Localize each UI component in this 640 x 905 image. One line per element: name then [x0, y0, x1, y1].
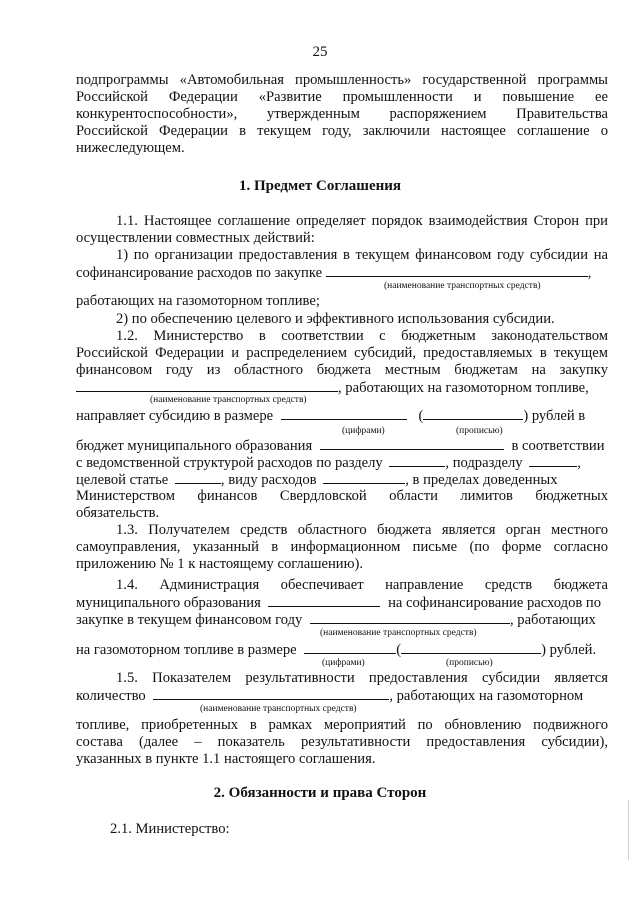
amount-digits-blank-2[interactable] — [304, 641, 396, 654]
p15-line-3: топливе, приобретенных в рамках мероприятий по обновлению подвижного — [76, 717, 608, 733]
vehicles-blank-4[interactable] — [153, 687, 389, 700]
p14-rubles: ) рублей. — [541, 642, 597, 658]
vehicles-blank-2[interactable] — [76, 379, 338, 392]
item-1-text: софинансирование расходов по закупке — [76, 265, 323, 281]
p14-amount-label: на газомоторном топливе в размере — [76, 642, 297, 658]
p14-cofinancing: на софинансирование расходов по — [388, 595, 602, 611]
caption-digits-2: (цифрами) — [322, 658, 365, 668]
p12-line-3: финансовом году из областного бюджета местным бюджетам на закупку — [76, 362, 608, 378]
caption-vehicles-3: (наименование транспортных средств) — [320, 628, 477, 638]
caption-vehicles-1: (наименование транспортных средств) — [384, 281, 541, 291]
p15-line-5: указанных в пункте 1.1 настоящего соглашения. — [76, 751, 376, 767]
p12-amount-label: направляет субсидию в размере — [76, 408, 274, 424]
intro-line-1: подпрограммы «Автомобильная промышленность» государственной программы — [76, 72, 608, 88]
p15-count-label: количество — [76, 688, 146, 704]
item-1-line-1: 1) по организации предоставления в текущем финансовом году субсидии на — [116, 247, 608, 263]
expense-type-blank[interactable] — [323, 471, 405, 484]
amount-words-blank-1[interactable] — [423, 407, 523, 420]
intro-line-3: конкурентоспособности», утвержденным распоряжением Правительства — [76, 106, 608, 122]
p12-according: в соответствии — [511, 438, 605, 454]
article-blank[interactable] — [175, 471, 221, 484]
municipality-blank-1[interactable] — [320, 437, 504, 450]
caption-digits-1: (цифрами) — [342, 426, 385, 436]
vehicles-blank-1[interactable] — [326, 264, 588, 277]
amount-words-blank-2[interactable] — [401, 641, 541, 654]
item-1-comma: , — [587, 265, 592, 281]
municipality-blank-2[interactable] — [268, 594, 380, 607]
p12-article-label: целевой статье — [76, 472, 169, 488]
caption-words-1: (прописью) — [456, 426, 503, 436]
p12-limits: , в пределах доведенных — [405, 472, 558, 488]
intro-line-4: Российской Федерации в текущем году, заключили настоящее соглашение о — [76, 123, 608, 139]
p12-line-9: Министерством финансов Свердловской области лимитов бюджетных — [76, 488, 608, 504]
item-1-line-3: работающих на газомоторном топливе; — [76, 293, 320, 309]
amount-digits-blank-1[interactable] — [281, 407, 407, 420]
p12-section-label: с ведомственной структурой расходов по разделу — [76, 455, 383, 471]
section-1-heading: 1. Предмет Соглашения — [238, 178, 402, 194]
p12-paren-close: ) рублей в — [523, 408, 586, 424]
p14-line-2 — [76, 594, 601, 612]
p12-line-7 — [76, 454, 581, 472]
p13-line-3: приложению № 1 к настоящему соглашению). — [76, 556, 364, 572]
p12-line-4-text: , работающих на газомоторном топливе, — [338, 380, 589, 396]
section-2-heading: 2. Обязанности и права Сторон — [213, 785, 427, 801]
item-1-line-2 — [76, 264, 591, 282]
p13-line-2: самоуправления, указанный в информационном письме (по форме согласно — [76, 539, 608, 555]
p12-paren-open: ( — [418, 408, 424, 424]
p12-line-6 — [76, 437, 605, 455]
caption-words-2: (прописью) — [446, 658, 493, 668]
p13-line-1: 1.3. Получателем средств областного бюджета является орган местного — [116, 522, 608, 538]
p14-line-4 — [76, 641, 596, 659]
scan-edge-mark — [628, 800, 629, 860]
p12-line-10: обязательств. — [76, 505, 160, 521]
p11-line-2: осуществлении совместных действий: — [76, 230, 315, 246]
p14-purchase-label: закупке в текущем финансовом году — [76, 612, 303, 628]
intro-line-2: Российской Федерации «Развитие промышленности и повышение ее — [76, 89, 608, 105]
p12-subsection-label: , подразделу — [445, 455, 523, 471]
p12-line-1: 1.2. Министерство в соответствии с бюджетным законодательством — [116, 328, 608, 344]
p14-line-1: 1.4. Администрация обеспечивает направление средств бюджета — [116, 577, 608, 593]
p21-line: 2.1. Министерство: — [110, 821, 230, 837]
p11-line-1: 1.1. Настоящее соглашение определяет порядок взаимодействия Сторон при — [116, 213, 608, 229]
p12-comma: , — [577, 455, 581, 471]
vehicles-blank-3[interactable] — [310, 611, 510, 624]
p12-budget-label: бюджет муниципального образования — [76, 438, 313, 454]
caption-vehicles-2: (наименование транспортных средств) — [150, 395, 307, 405]
caption-vehicles-4: (наименование транспортных средств) — [200, 704, 357, 714]
intro-line-5: нижеследующем. — [76, 140, 185, 156]
p12-line-8 — [76, 471, 558, 489]
page-number: 25 — [312, 44, 328, 60]
p15-line-1: 1.5. Показателем результативности предоставления субсидии является — [116, 670, 608, 686]
p14-line-3 — [76, 611, 596, 629]
p12-expense-label: , виду расходов — [220, 472, 317, 488]
p15-line-2 — [76, 687, 583, 705]
p15-line-4: состава (далее – показатель результативности предоставления субсидии), — [76, 734, 608, 750]
p15-working: , работающих на газомоторном — [389, 688, 584, 704]
p12-line-2: Российской Федерации и распределением субсидий, предоставляемых в текущем — [76, 345, 608, 361]
p12-line-5 — [76, 407, 585, 425]
item-2: 2) по обеспечению целевого и эффективного использования субсидии. — [116, 311, 555, 327]
p14-paren-open: ( — [396, 642, 402, 658]
p14-municipality-label: муниципального образования — [76, 595, 261, 611]
p14-working: , работающих — [509, 612, 596, 628]
subsection-blank[interactable] — [529, 454, 577, 467]
section-blank[interactable] — [389, 454, 445, 467]
